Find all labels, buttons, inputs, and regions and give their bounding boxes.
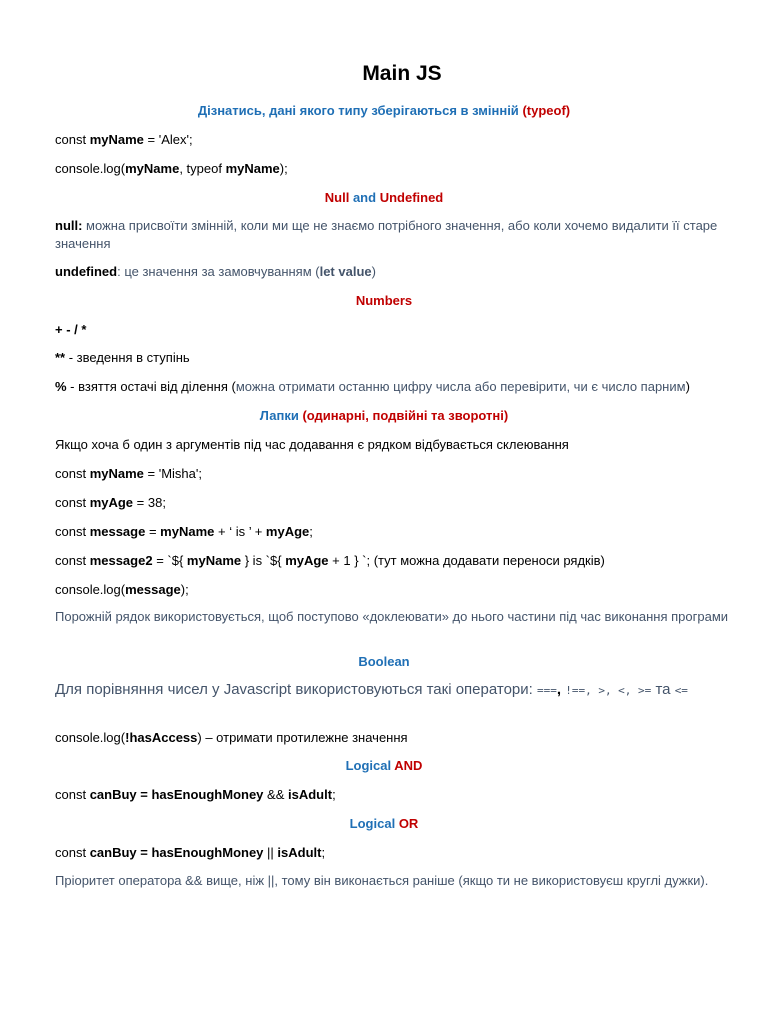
undefined-definition <box>55 263 376 281</box>
code-text: = 'Alex'; <box>143 132 193 147</box>
keyword-let: let value <box>319 264 372 279</box>
heading-null: Null <box>324 190 350 205</box>
typeof-keyword: (typeof) <box>522 103 571 118</box>
operator-modulo: % <box>55 379 67 394</box>
code-operator: || <box>263 845 278 860</box>
heading-and-op: AND <box>394 758 423 773</box>
code-text: const <box>55 845 90 860</box>
code-line-console-message <box>55 581 189 599</box>
code-identifier: isAdult <box>288 787 333 802</box>
code-text: ) – отримати протилежне значення <box>197 730 408 745</box>
code-text: ); <box>180 582 189 597</box>
code-identifier: isAdult <box>277 845 322 860</box>
comparison-text: Для порівняння чисел у Javascript використовуються такі оператори: <box>55 681 537 698</box>
operator-description: ) <box>685 379 690 394</box>
code-identifier: message2 <box>89 553 153 568</box>
code-text: const <box>55 132 90 147</box>
logical-or-heading <box>0 815 768 833</box>
heading-undefined: Undefined <box>379 190 444 205</box>
operator-description: - зведення в ступінь <box>65 350 190 365</box>
heading-or-op: OR <box>398 816 419 831</box>
code-identifier: canBuy = hasEnoughMoney <box>89 787 264 802</box>
definition-text: : це значення за замовчуванням ( <box>117 264 320 279</box>
code-line-not-access <box>55 729 408 747</box>
heading-quotes-word: Лапки <box>259 408 299 423</box>
heading-and: and <box>352 190 377 205</box>
comparison-text: та <box>651 681 675 698</box>
definition-text: можна присвоїти змінній, коли ми ще не знаємо потрібного значення, або коли хочемо видалити її старе значення <box>55 218 718 251</box>
code-text: ; <box>332 787 336 802</box>
logical-and-heading <box>0 757 768 775</box>
code-operator: && <box>263 787 288 802</box>
code-identifier: !hasAccess <box>125 730 198 745</box>
heading-quotes-rest: (одинарні, подвійні та зворотні) <box>302 408 509 423</box>
code-identifier: canBuy = hasEnoughMoney <box>89 845 264 860</box>
code-text: + ‘ is ’ + <box>214 524 266 539</box>
code-identifier: myAge <box>89 495 134 510</box>
code-text: ); <box>279 161 288 176</box>
operator-priority-note: Пріоритет оператора && вище, ніж ||, тому він виконається раніше (якщо ти не використовуєш круглі дужки). <box>55 873 709 888</box>
quotes-heading <box>0 407 768 425</box>
code-text: ; <box>309 524 313 539</box>
code-identifier: myName <box>225 161 280 176</box>
code-text: = 38; <box>133 495 166 510</box>
code-text: const <box>55 466 90 481</box>
operator-description: - взяття остачі від ділення ( <box>66 379 236 394</box>
code-text: ; <box>321 845 326 860</box>
code-identifier: myName <box>89 132 144 147</box>
term-null: null: <box>55 218 83 233</box>
concat-note: Якщо хоча б один з аргументів під час додавання є рядком відбувається склеювання <box>55 437 569 452</box>
code-identifier: myAge <box>265 524 310 539</box>
code-text: = <box>145 524 161 539</box>
arithmetic-operators: + - / * <box>55 322 87 337</box>
term-undefined: undefined <box>55 264 118 279</box>
heading-logical-word: Logical <box>349 816 396 831</box>
typeof-heading <box>0 102 768 120</box>
code-text: console.log( <box>55 161 126 176</box>
boolean-heading: Boolean <box>358 654 410 669</box>
separator: , <box>556 681 566 698</box>
operator-list: !==, >, <, >= <box>565 684 652 697</box>
code-text: const <box>55 787 90 802</box>
code-identifier: myName <box>186 553 242 568</box>
code-line-logical-and <box>55 786 336 804</box>
definition-text: ) <box>371 264 376 279</box>
operator-less-equal: <= <box>674 684 688 697</box>
code-line-const-myname <box>55 131 193 149</box>
code-identifier: myName <box>125 161 180 176</box>
operator-strict-equal: === <box>536 684 557 697</box>
code-text: = 'Misha'; <box>143 466 202 481</box>
code-text: = `${ <box>152 553 187 568</box>
code-line-const-misha <box>55 465 202 483</box>
heading-logical-word: Logical <box>345 758 392 773</box>
null-definition <box>55 217 745 253</box>
code-identifier: message <box>125 582 181 597</box>
code-line-console-typeof <box>55 160 288 178</box>
operator-note: можна отримати останню цифру числа або перевірити, чи є число парним <box>235 379 686 394</box>
code-text: const <box>55 495 90 510</box>
code-text: + 1 } `; (тут можна додавати переноси рядків) <box>328 553 605 568</box>
empty-string-note: Порожній рядок використовується, щоб поступово «доклеювати» до нього частини під час виконання програми <box>55 609 729 624</box>
modulo-operator-line <box>55 378 690 396</box>
code-line-const-message <box>55 523 313 541</box>
code-identifier: myName <box>89 466 144 481</box>
code-identifier: myAge <box>285 553 329 568</box>
operator-power: ** <box>55 350 66 365</box>
power-operator-line <box>55 349 190 367</box>
comparison-operators-line <box>55 681 688 700</box>
numbers-heading: Numbers <box>355 293 413 308</box>
null-undefined-heading <box>0 189 768 207</box>
code-text: const <box>55 524 90 539</box>
code-identifier: myName <box>160 524 215 539</box>
code-text: console.log( <box>55 730 126 745</box>
typeof-heading-text: Дізнатись, дані якого типу зберігаються в змінній <box>197 103 519 118</box>
code-text: } is `${ <box>241 553 286 568</box>
code-identifier: message <box>89 524 146 539</box>
code-text: console.log( <box>55 582 126 597</box>
code-line-const-myage <box>55 494 166 512</box>
code-line-const-message2 <box>55 552 605 570</box>
code-text: const <box>55 553 90 568</box>
code-line-logical-or <box>55 844 325 862</box>
code-text: , typeof <box>179 161 226 176</box>
page-title: Main JS <box>362 62 442 85</box>
